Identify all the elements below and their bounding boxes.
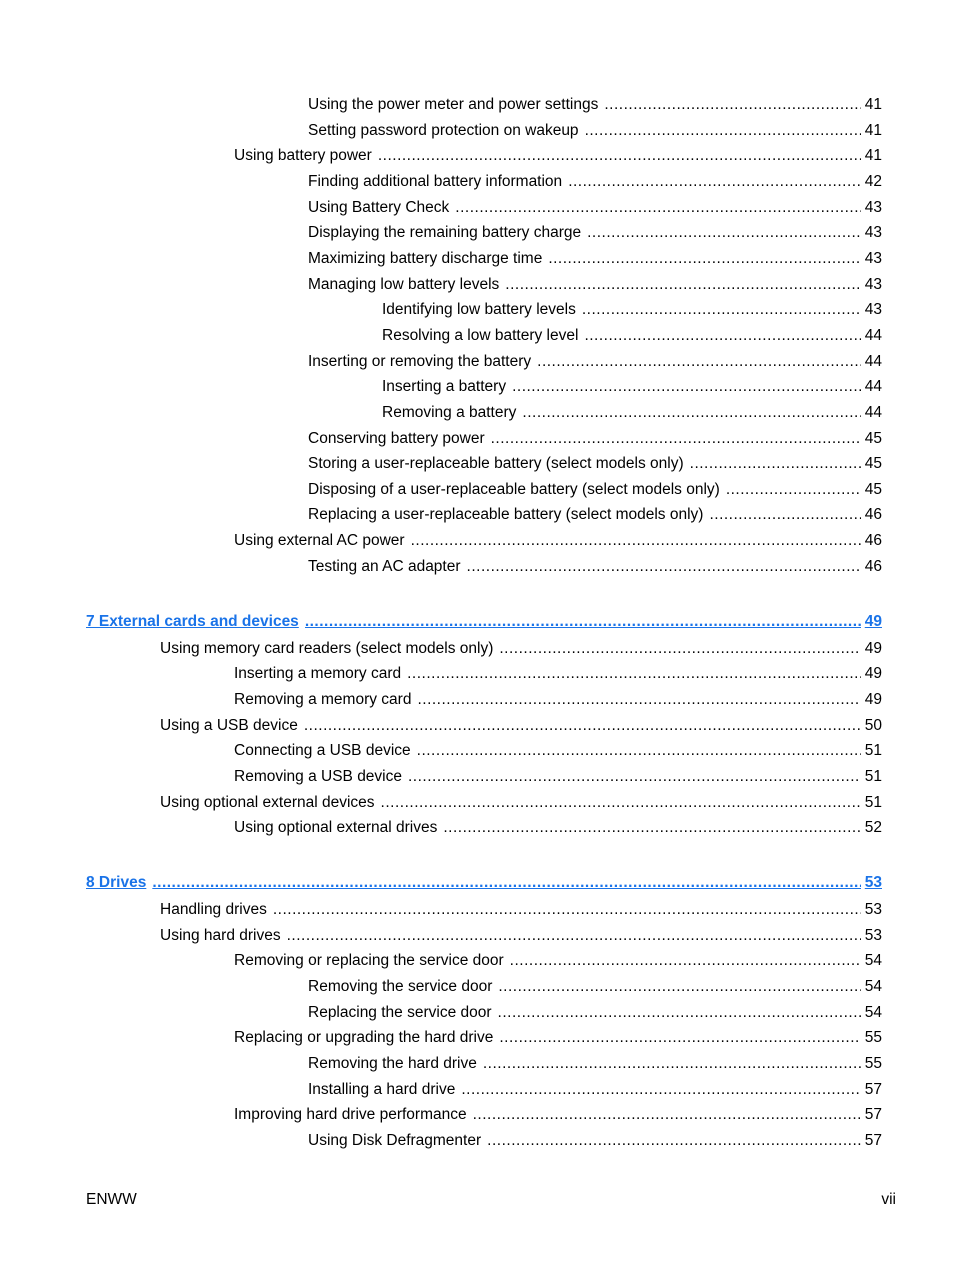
toc-entry-title: Using memory card readers (select models only) (160, 640, 494, 657)
toc-entry[interactable] (308, 1080, 882, 1100)
toc-page-number: 49 (864, 665, 882, 682)
toc-dot-leader (417, 690, 860, 710)
toc-page-number: 41 (864, 122, 882, 139)
toc-dot-leader (726, 480, 861, 500)
footer-left-label: ENWW (86, 1191, 137, 1208)
toc-entry[interactable] (308, 172, 882, 192)
toc-page-number: 54 (864, 978, 882, 995)
toc-page-number: 53 (864, 927, 882, 944)
toc-page-number: 44 (864, 327, 882, 344)
toc-page-number: 44 (864, 378, 882, 395)
toc-page-number: 53 (864, 901, 882, 918)
toc-entry-title: Disposing of a user-replaceable battery (select models only) (308, 481, 720, 498)
toc-entry-title: Inserting a battery (382, 378, 507, 395)
toc-dot-leader (587, 223, 861, 243)
toc-entry[interactable] (160, 716, 882, 736)
toc-entry[interactable] (382, 403, 882, 423)
toc-entry[interactable] (308, 454, 882, 474)
toc-entry-title: Handling drives (160, 901, 267, 918)
toc-dot-leader (461, 1080, 860, 1100)
toc-entry[interactable] (234, 1105, 882, 1125)
toc-entry[interactable] (308, 95, 882, 115)
toc-entry-title: Installing a hard drive (308, 1081, 456, 1098)
toc-entry[interactable] (160, 793, 882, 813)
toc-entry[interactable] (234, 951, 882, 971)
toc-entry-title: Removing the hard drive (308, 1055, 477, 1072)
toc-dot-leader (273, 900, 861, 920)
toc-dot-leader (585, 121, 861, 141)
toc-dot-leader (305, 612, 861, 632)
toc-dot-leader (498, 977, 860, 997)
toc-entry[interactable] (160, 926, 882, 946)
toc-dot-leader (411, 531, 861, 551)
toc-entry[interactable] (234, 741, 882, 761)
toc-dot-leader (510, 951, 861, 971)
toc-entry-title: Using optional external drives (234, 819, 438, 836)
toc-entry[interactable] (308, 121, 882, 141)
toc-page-number: 53 (864, 874, 882, 891)
toc-entry-title: Removing a USB device (234, 768, 402, 785)
toc-entry-title: Replacing a user-replaceable battery (select models only) (308, 506, 704, 523)
toc-dot-leader (582, 300, 861, 320)
toc-entry-title: Using optional external devices (160, 794, 375, 811)
toc-entry-title: Testing an AC adapter (308, 558, 461, 575)
toc-entry-title: Resolving a low battery level (382, 327, 579, 344)
toc-dot-leader (408, 767, 861, 787)
toc-entry[interactable] (382, 300, 882, 320)
toc-dot-leader (512, 377, 861, 397)
toc-dot-leader (483, 1054, 861, 1074)
toc-page-number: 43 (864, 276, 882, 293)
toc-entry-title: Finding additional battery information (308, 173, 563, 190)
toc-dot-leader (690, 454, 861, 474)
toc-entry[interactable] (308, 275, 882, 295)
toc-entry[interactable] (308, 249, 882, 269)
toc-dot-leader (505, 275, 860, 295)
toc-dot-leader (407, 664, 861, 684)
toc-chapter-link[interactable] (86, 612, 882, 632)
toc-entry[interactable] (308, 480, 882, 500)
toc-entry[interactable] (382, 377, 882, 397)
toc-dot-leader (381, 793, 861, 813)
toc-page-number: 54 (864, 1004, 882, 1021)
toc-entry[interactable] (234, 767, 882, 787)
toc-page-number: 43 (864, 250, 882, 267)
toc-entry-title: Identifying low battery levels (382, 301, 576, 318)
toc-dot-leader (604, 95, 860, 115)
toc-entry-title: 8 Drives (86, 874, 147, 891)
toc-entry-title: 7 External cards and devices (86, 613, 299, 630)
toc-entry[interactable] (234, 818, 882, 838)
toc-page-number: 51 (864, 768, 882, 785)
toc-entry-title: Replacing the service door (308, 1004, 492, 1021)
toc-dot-leader (455, 198, 860, 218)
toc-entry[interactable] (234, 1028, 882, 1048)
toc-entry-title: Conserving battery power (308, 430, 485, 447)
toc-entry-title: Using Battery Check (308, 199, 450, 216)
toc-dot-leader (499, 639, 860, 659)
toc-dot-leader (568, 172, 861, 192)
toc-dot-leader (499, 1028, 860, 1048)
toc-dot-leader (304, 716, 861, 736)
toc-page-number: 50 (864, 717, 882, 734)
toc-entry-title: Managing low battery levels (308, 276, 500, 293)
toc-page-number: 41 (864, 96, 882, 113)
toc-dot-leader (522, 403, 860, 423)
toc-page-number: 49 (864, 691, 882, 708)
toc-entry[interactable] (308, 1054, 882, 1074)
toc-dot-leader (287, 926, 861, 946)
toc-entry[interactable] (308, 352, 882, 372)
toc-page-number: 51 (864, 742, 882, 759)
toc-page-number: 55 (864, 1055, 882, 1072)
toc-entry-title: Removing a memory card (234, 691, 412, 708)
toc-page-number: 44 (864, 404, 882, 421)
toc-page-number: 46 (864, 506, 882, 523)
toc-entry-title: Displaying the remaining battery charge (308, 224, 582, 241)
toc-page-number: 43 (864, 301, 882, 318)
toc-page-number: 49 (864, 613, 882, 630)
toc-dot-leader (443, 818, 860, 838)
toc-entry[interactable] (234, 690, 882, 710)
toc-page-number: 55 (864, 1029, 882, 1046)
toc-entry-title: Removing or replacing the service door (234, 952, 504, 969)
toc-entry-title: Using a USB device (160, 717, 298, 734)
toc-entry[interactable] (308, 557, 882, 577)
toc-entry-title: Inserting a memory card (234, 665, 402, 682)
toc-entry[interactable] (160, 639, 882, 659)
toc-entry-title: Replacing or upgrading the hard drive (234, 1029, 494, 1046)
toc-entry[interactable] (308, 1003, 882, 1023)
toc-dot-leader (417, 741, 861, 761)
toc-page-number: 49 (864, 640, 882, 657)
toc-page-number: 52 (864, 819, 882, 836)
toc-dot-leader (584, 326, 860, 346)
toc-page-number: 41 (864, 147, 882, 164)
toc-entry[interactable] (308, 505, 882, 525)
toc-page-number: 46 (864, 532, 882, 549)
toc-page-number: 45 (864, 481, 882, 498)
toc-entry[interactable] (308, 1131, 882, 1151)
toc-dot-leader (548, 249, 860, 269)
toc-entry[interactable] (308, 977, 882, 997)
toc-page-number: 43 (864, 224, 882, 241)
toc-page-number: 43 (864, 199, 882, 216)
toc-entry[interactable] (308, 429, 882, 449)
toc-page-number: 44 (864, 353, 882, 370)
toc-dot-leader (473, 1105, 861, 1125)
toc-entry-title: Removing the service door (308, 978, 493, 995)
toc-entry-title: Improving hard drive performance (234, 1106, 467, 1123)
toc-entry[interactable] (234, 664, 882, 684)
toc-entry-title: Using the power meter and power settings (308, 96, 599, 113)
toc-entry-title: Setting password protection on wakeup (308, 122, 579, 139)
toc-page-number: 54 (864, 952, 882, 969)
toc-dot-leader (498, 1003, 861, 1023)
toc-page-number: 45 (864, 430, 882, 447)
toc-entry[interactable] (160, 900, 882, 920)
toc-dot-leader (467, 557, 861, 577)
toc-page-number: 42 (864, 173, 882, 190)
footer-page-number: vii (881, 1191, 896, 1208)
toc-entry-title: Removing a battery (382, 404, 517, 421)
toc-page-number: 51 (864, 794, 882, 811)
toc-page-number: 57 (864, 1106, 882, 1123)
toc-entry-title: Inserting or removing the battery (308, 353, 532, 370)
toc-entry-title: Storing a user-replaceable battery (select models only) (308, 455, 684, 472)
toc-entry-title: Using battery power (234, 147, 372, 164)
toc-dot-leader (537, 352, 861, 372)
toc-page-number: 46 (864, 558, 882, 575)
toc-entry[interactable] (308, 198, 882, 218)
toc-entry[interactable] (234, 146, 882, 166)
toc-entry[interactable] (308, 223, 882, 243)
toc-dot-leader (378, 146, 861, 166)
toc-dot-leader (487, 1131, 861, 1151)
toc-entry[interactable] (234, 531, 882, 551)
toc-page-number: 57 (864, 1081, 882, 1098)
toc-page-number: 45 (864, 455, 882, 472)
toc-entry-title: Using hard drives (160, 927, 281, 944)
toc-entry-title: Using Disk Defragmenter (308, 1132, 482, 1149)
toc-chapter-link[interactable] (86, 873, 882, 893)
toc-entry-title: Connecting a USB device (234, 742, 411, 759)
toc-entry[interactable] (382, 326, 882, 346)
toc-dot-leader (709, 505, 860, 525)
toc-entry-title: Maximizing battery discharge time (308, 250, 543, 267)
toc-dot-leader (152, 873, 860, 893)
toc-entry-title: Using external AC power (234, 532, 405, 549)
toc-page-number: 57 (864, 1132, 882, 1149)
toc-dot-leader (491, 429, 861, 449)
